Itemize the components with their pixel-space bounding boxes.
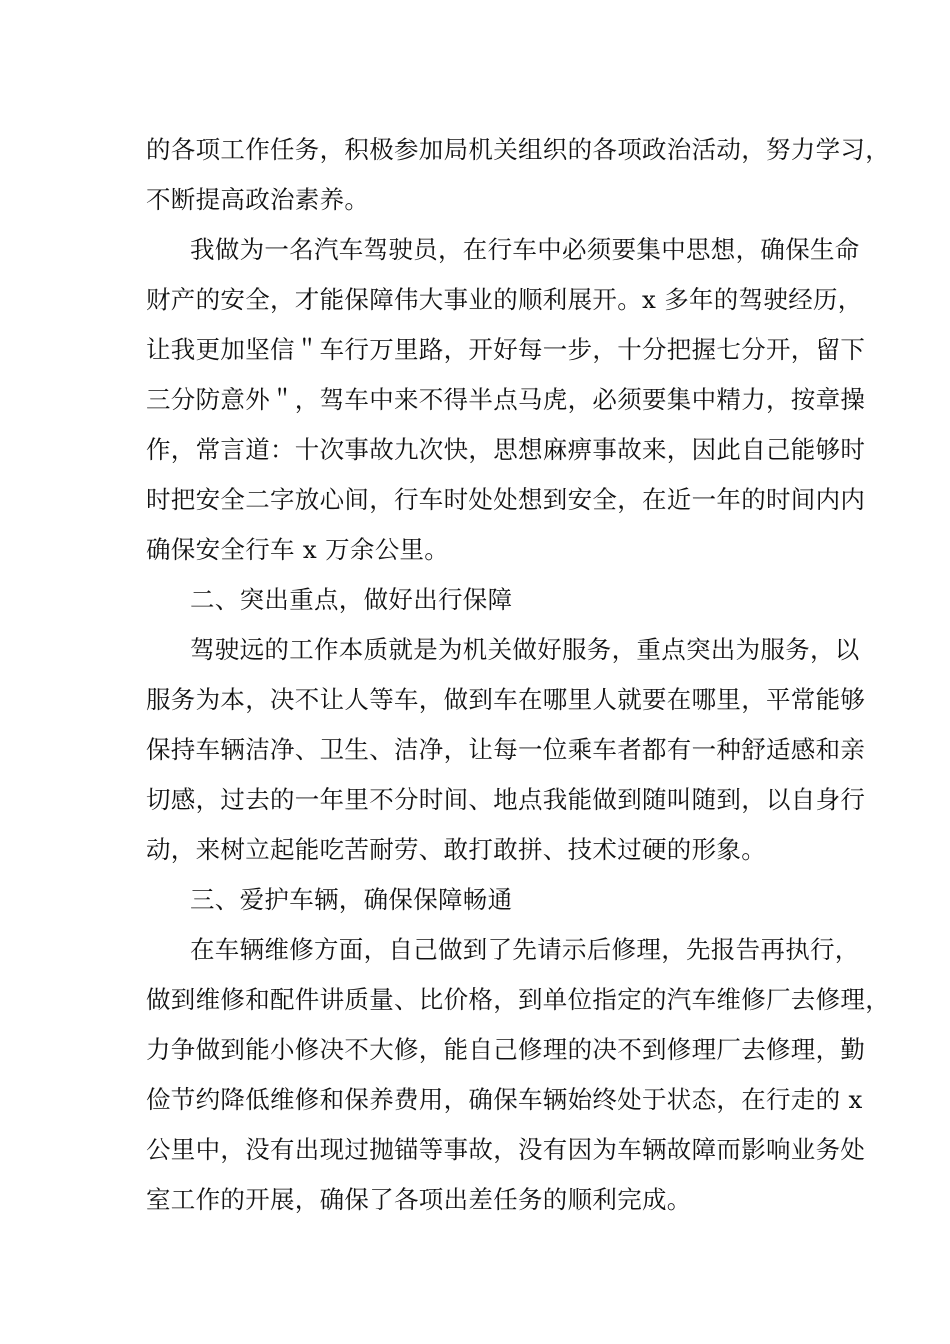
paragraph-first-line: 在车辆维修方面，自己做到了先请示后修理，先报告再执行， (190, 935, 860, 964)
text-line: 确保安全行车 x 万余公里。 (146, 535, 450, 564)
text-line: 让我更加坚信＂车行万里路，开好每一步，十分把握七分开，留下 (146, 335, 866, 364)
text-line: 切感，过去的一年里不分时间、地点我能做到随叫随到，以自身行 (146, 785, 866, 814)
text-line: 服务为本，决不让人等车，做到车在哪里人就要在哪里，平常能够 (146, 685, 866, 714)
text-line: 作，常言道：十次事故九次快，思想麻痹事故来，因此自己能够时 (146, 435, 866, 464)
text-line: 不断提高政治素养。 (146, 185, 370, 214)
text-line: 三分防意外＂，驾车中来不得半点马虎，必须要集中精力，按章操 (146, 385, 866, 414)
text-line: 时把安全二字放心间，行车时处处想到安全，在近一年的时间内内 (146, 485, 866, 514)
paragraph-first-line: 驾驶远的工作本质就是为机关做好服务，重点突出为服务，以 (190, 635, 860, 664)
text-line: 做到维修和配件讲质量、比价格，到单位指定的汽车维修厂去修理， (146, 985, 890, 1014)
text-line: 保持车辆洁净、卫生、洁净，让每一位乘车者都有一种舒适感和亲 (146, 735, 866, 764)
text-line: 动，来树立起能吃苦耐劳、敢打敢拼、技术过硬的形象。 (146, 835, 766, 864)
section-heading: 二、突出重点，做好出行保障 (190, 585, 513, 614)
text-line: 室工作的开展，确保了各项出差任务的顺利完成。 (146, 1185, 692, 1214)
text-line: 俭节约降低维修和保养费用，确保车辆始终处于状态，在行走的 x (146, 1085, 863, 1114)
section-heading: 三、爱护车辆，确保保障畅通 (190, 885, 513, 914)
text-line: 力争做到能小修决不大修，能自己修理的决不到修理厂去修理，勤 (146, 1035, 866, 1064)
paragraph-first-line: 我做为一名汽车驾驶员，在行车中必须要集中思想，确保生命 (190, 235, 860, 264)
text-line: 财产的安全，才能保障伟大事业的顺利展开。x 多年的驾驶经历， (146, 285, 863, 314)
text-line: 公里中，没有出现过抛锚等事故，没有因为车辆故障而影响业务处 (146, 1135, 866, 1164)
text-line: 的各项工作任务，积极参加局机关组织的各项政治活动，努力学习， (146, 135, 890, 164)
